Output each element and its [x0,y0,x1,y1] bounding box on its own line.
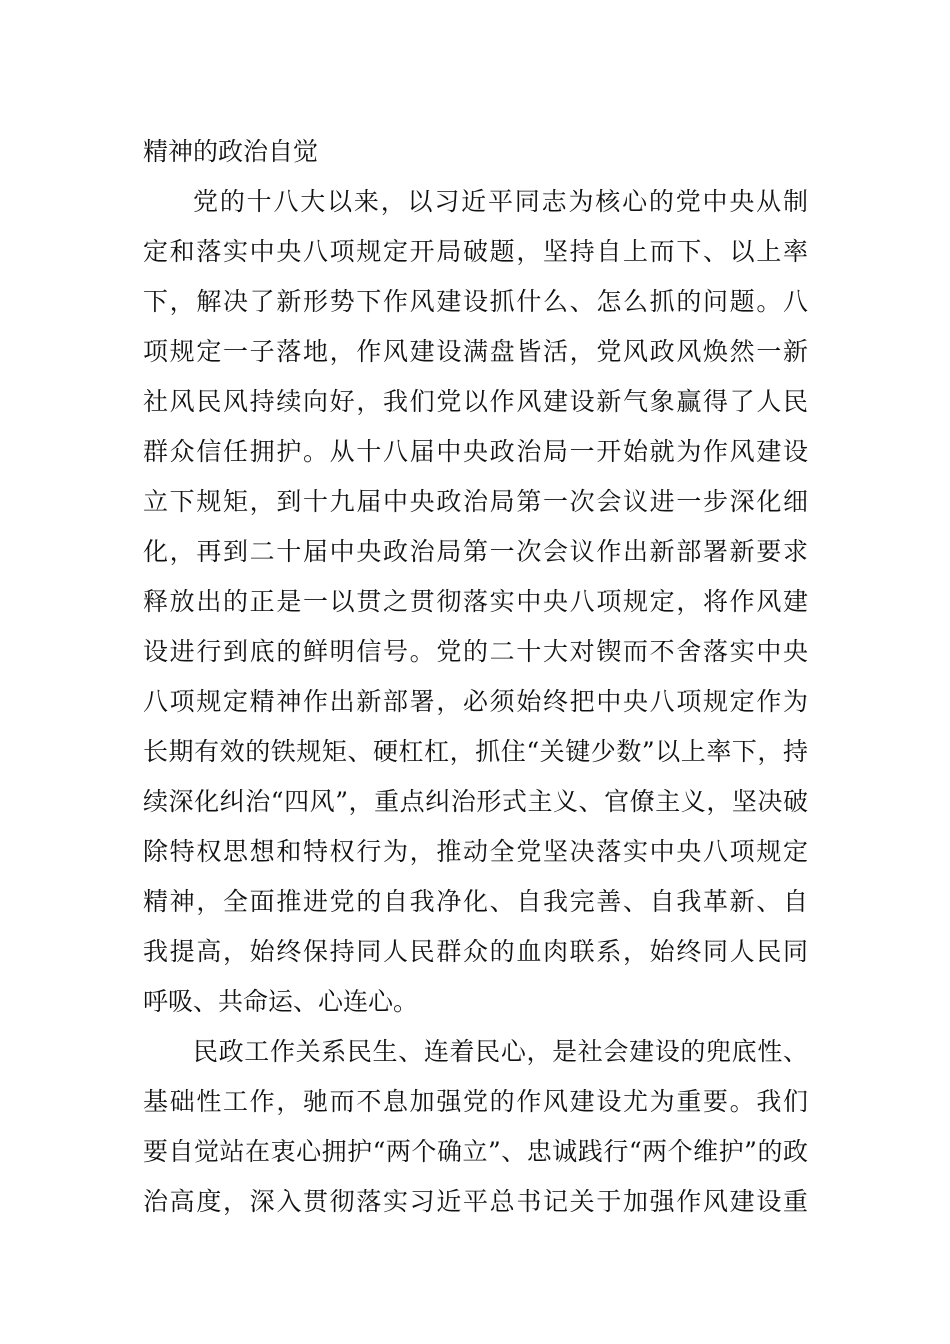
text-line: 我提高，始终保持同人民群众的血肉联系，始终同人民同 [143,937,808,966]
text-line: 除特权思想和特权行为，推动全党坚决落实中央八项规定 [143,837,808,866]
text-line: 长期有效的铁规矩、硬杠杠，抓住“关键少数”以上率下，持 [143,737,808,766]
text-line: 民政工作关系民生、连着民心，是社会建设的兜底性、 [193,1037,808,1066]
text-line: 要自觉站在衷心拥护“两个确立”、忠诚践行“两个维护”的政 [143,1137,808,1166]
text-line: 基础性工作，驰而不息加强党的作风建设尤为重要。我们 [143,1087,808,1116]
text-line: 释放出的正是一以贯之贯彻落实中央八项规定，将作风建 [143,587,808,616]
text-line: 治高度，深入贯彻落实习近平总书记关于加强作风建设重 [143,1187,808,1216]
text-line: 呼吸、共命运、心连心。 [143,987,419,1016]
body-text [143,127,808,1227]
text-line: 下，解决了新形势下作风建设抓什么、怎么抓的问题。八 [143,287,808,316]
text-line: 精神，全面推进党的自我净化、自我完善、自我革新、自 [143,887,808,916]
text-line: 社风民风持续向好，我们党以作风建设新气象赢得了人民 [143,387,808,416]
text-line: 立下规矩，到十九届中央政治局第一次会议进一步深化细 [143,487,808,516]
text-line: 八项规定精神作出新部署，必须始终把中央八项规定作为 [143,687,808,716]
text-line: 续深化纠治“四风”，重点纠治形式主义、官僚主义，坚决破 [143,787,808,816]
text-line: 项规定一子落地，作风建设满盘皆活，党风政风焕然一新 [143,337,808,366]
text-line: 设进行到底的鲜明信号。党的二十大对锲而不舍落实中央 [143,637,808,666]
text-line: 定和落实中央八项规定开局破题，坚持自上而下、以上率 [143,237,808,266]
text-line: 精神的政治自觉 [143,137,319,166]
text-line: 群众信任拥护。从十八届中央政治局一开始就为作风建设 [143,437,808,466]
text-line: 化，再到二十届中央政治局第一次会议作出新部署新要求 [143,537,808,566]
text-line: 党的十八大以来，以习近平同志为核心的党中央从制 [193,187,808,216]
